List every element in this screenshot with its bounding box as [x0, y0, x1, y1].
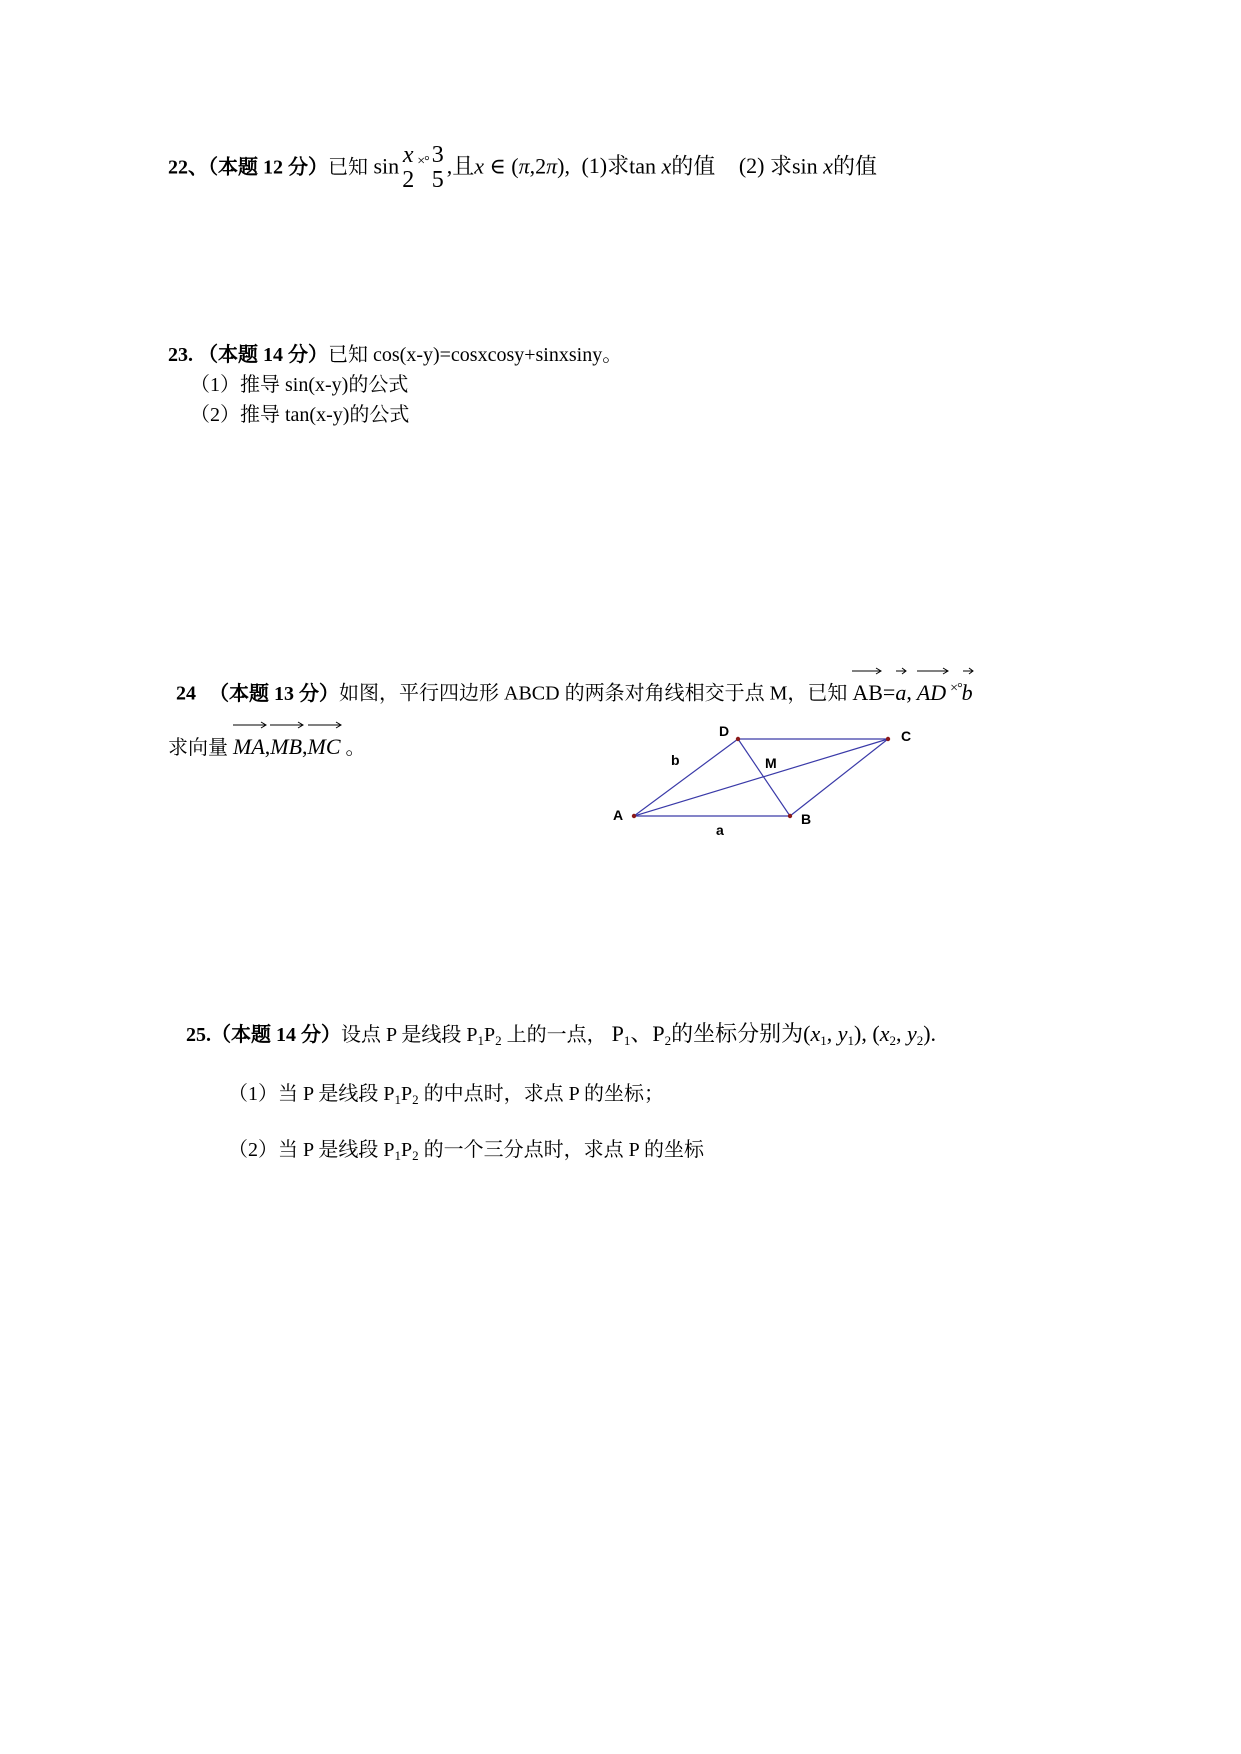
point-C [886, 737, 890, 741]
label-B: B [801, 811, 812, 827]
q23-statement: 已知 cos(x-y)=cosxcosy+sinxsiny。 [328, 344, 623, 366]
label-a: a [716, 822, 724, 838]
label-M: M [765, 755, 777, 771]
q22-part2: (2) [738, 153, 765, 179]
q25-statement: 设点 P 是线段 $P_1P_2$ 上的一点， [341, 1024, 607, 1048]
q22-fraction-3-over-5: 3 5 [431, 142, 444, 194]
vector-a: a [895, 676, 906, 710]
q25-sub1: （1）当 P 是线段 $P_1P_2$ 的中点时，求点 P 的坐标； [228, 1083, 665, 1107]
edge-DA [634, 739, 738, 816]
q22-sin: sin [373, 153, 400, 179]
parallelogram-figure [600, 718, 930, 848]
vector-b: b [962, 676, 973, 710]
q23-stem: 23. （本题 14 分）已知 cos(x-y)=cosxcosy+sinxsiny。 [168, 344, 623, 366]
q22-garbled-symbol: ×° [417, 154, 429, 169]
q22-part1: (1)求 [581, 153, 630, 179]
question-22: 22、（本题 12 分）已知 sin x 2 ×° 3 5 ,且x ∈ (π,2π), (1)求tan x的值 (2) 求sin x的值 [168, 142, 877, 194]
q22-condition: ,且 [446, 153, 475, 179]
q23-sub2: （2）推导 tan(x-y)的公式 [190, 404, 410, 426]
q22-fraction-x-over-2: x 2 [402, 142, 415, 194]
diagonal-DB [738, 739, 790, 816]
q25-points: $P_1$、$P_2$的坐标分别为($x_1$, $y_1$), ($x_2$, $y_2$). [611, 1021, 937, 1048]
q23-sub1: （1）推导 sin(x-y)的公式 [190, 374, 409, 396]
q24-statement: 如图，平行四边形 ABCD 的两条对角线相交于点 M，已知 [339, 682, 848, 705]
label-C: C [901, 728, 912, 744]
label-b: b [671, 752, 680, 768]
q24-ask-line: 求向量 MA, MB, MC 。 [168, 730, 366, 765]
vector-MB: MB [270, 730, 302, 764]
label-A: A [613, 807, 624, 823]
vector-AD: AD [917, 676, 946, 710]
vector-MA: MA [233, 730, 265, 764]
vector-MC: MC [308, 730, 341, 764]
point-A [632, 814, 636, 818]
point-D [736, 737, 740, 741]
question-25: 25.（本题 14 分）设点 P 是线段 $P_1P_2$ 上的一点， $P_1$、$P_2$的坐标分别为($x_1$, $y_1$), ($x_2$, $y_2$). [186, 1021, 937, 1048]
q25-score: （本题 14 分） [211, 1024, 341, 1046]
q23-score: （本题 14 分） [198, 344, 328, 366]
vector-AB: AB [852, 676, 883, 710]
q24-garbled-symbol: ×° [950, 681, 962, 696]
label-D: D [719, 723, 730, 739]
q25-sub2: （2）当 P 是线段 $P_1P_2$ 的一个三分点时，求点 P 的坐标 [228, 1139, 705, 1163]
q22-number: 22、 [168, 156, 208, 179]
q22-known: 已知 [328, 156, 368, 179]
edge-BC [790, 739, 888, 816]
diagonal-AC [634, 739, 888, 816]
question-24: 24 （本题 13 分）如图，平行四边形 ABCD 的两条对角线相交于点 M，已知 AB= a, AD ×° b [176, 672, 973, 711]
q22-score: （本题 12 分） [208, 156, 328, 179]
q24-score: （本题 13 分） [209, 682, 339, 705]
point-B [788, 814, 792, 818]
question-23 [168, 340, 622, 430]
